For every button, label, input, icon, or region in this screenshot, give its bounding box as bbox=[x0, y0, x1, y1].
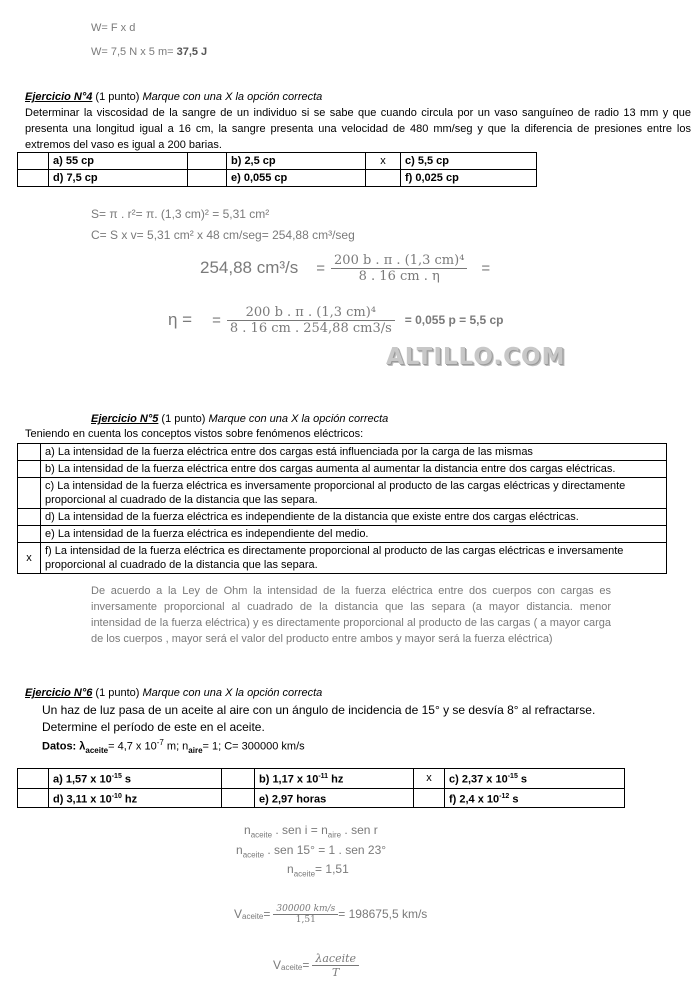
ex6-mark-f[interactable] bbox=[414, 788, 445, 808]
ex4-equation-1 bbox=[200, 246, 490, 290]
ex6-v2-numerator: λaceite bbox=[312, 952, 359, 966]
ex4-eq2-equals: = bbox=[212, 311, 221, 329]
ex5-mark-b[interactable] bbox=[18, 461, 41, 478]
ex6-option-c-base: c) 2,37 x 10 bbox=[449, 773, 508, 786]
ex6-v1-result: = 198675,5 km/s bbox=[338, 907, 428, 921]
ex5-option-row bbox=[18, 478, 667, 509]
work-result-line bbox=[91, 46, 207, 58]
ex6-snell1-end: . sen r bbox=[341, 823, 378, 837]
ex6-snell1-aire-sub: aire bbox=[327, 830, 342, 840]
ex6-option-b-unit: hz bbox=[328, 773, 344, 786]
ex5-option-row bbox=[18, 444, 667, 461]
work-result-value: 37,5 J bbox=[176, 46, 208, 58]
ex6-snell-law bbox=[244, 823, 378, 839]
ex4-eq1-fraction bbox=[331, 253, 467, 284]
ex4-mark-d[interactable] bbox=[18, 170, 49, 187]
ex6-lambda-unit: m; n bbox=[163, 740, 189, 753]
ex4-instruction: Marque con una X la opción correcta bbox=[142, 91, 323, 103]
ex4-option-c: c) 5,5 cp bbox=[401, 153, 537, 170]
ex6-mark-c[interactable]: x bbox=[414, 769, 445, 789]
ex6-v1-fraction bbox=[273, 904, 338, 925]
ex4-calc-area: S= π . r²= π. (1,3 cm)² = 5,31 cm² bbox=[91, 207, 270, 221]
ex6-snell1-n: n bbox=[244, 823, 251, 837]
ex6-statement: Un haz de luz pasa de un aceite al aire con un ángulo de incidencia de 15° y se desvía 8° al refractarse. Determine el período de este en el aceite. bbox=[42, 703, 596, 734]
ex6-v1-sub: aceite bbox=[242, 912, 264, 921]
ex4-eq2-result: = 0,055 p = 5,5 cp bbox=[404, 313, 504, 327]
ex4-eq2-fraction bbox=[227, 305, 395, 336]
ex5-mark-c[interactable] bbox=[18, 478, 41, 509]
ex4-title: Ejercicio N°4 bbox=[25, 91, 93, 103]
ex6-v1-equals: = bbox=[263, 907, 271, 921]
ex6-option-b-base: b) 1,17 x 10 bbox=[259, 773, 319, 786]
ex4-options-row bbox=[18, 170, 537, 187]
ex4-heading bbox=[25, 91, 322, 103]
ex5-option-row bbox=[18, 509, 667, 526]
ex6-option-f bbox=[445, 788, 625, 808]
work-result-prefix: W= 7,5 N x 5 m= bbox=[91, 46, 177, 58]
ex6-v1-symbol: V bbox=[234, 907, 243, 921]
ex5-option-b: b) La intensidad de la fuerza eléctrica entre dos cargas aumenta al aumentar la distancia entre dos cargas eléctricas. bbox=[41, 461, 667, 478]
ex6-mark-a[interactable] bbox=[18, 769, 49, 789]
ex6-option-b-exp: -11 bbox=[318, 773, 329, 780]
ex5-mark-f[interactable]: x bbox=[18, 543, 41, 574]
ex6-snell1-n-sub: aceite bbox=[250, 830, 273, 840]
ex6-mark-d[interactable] bbox=[18, 788, 49, 808]
ex6-options-table bbox=[17, 768, 625, 808]
ex4-mark-e[interactable] bbox=[188, 170, 227, 187]
ex6-datos-label: Datos: bbox=[42, 740, 80, 753]
ex5-mark-a[interactable] bbox=[18, 444, 41, 461]
ex6-option-a-exp: -15 bbox=[111, 773, 122, 780]
ex6-datos-rest: = 1; C= 300000 km/s bbox=[202, 740, 305, 753]
ex5-options-table bbox=[17, 443, 667, 574]
ex4-eq1-left: 254,88 cm³/s bbox=[200, 258, 299, 277]
ex6-option-d-unit: hz bbox=[121, 793, 138, 806]
ex4-option-d: d) 7,5 cp bbox=[49, 170, 188, 187]
ex5-title: Ejercicio N°5 bbox=[91, 413, 159, 425]
ex4-option-f: f) 0,025 cp bbox=[401, 170, 537, 187]
ex6-snell-substitution bbox=[236, 843, 386, 859]
altillo-watermark-logo: ALTILLO.COM bbox=[386, 344, 566, 370]
ex6-mark-b[interactable] bbox=[222, 769, 255, 789]
ex4-mark-f[interactable] bbox=[366, 170, 401, 187]
ex6-snell3-rest: = 1,51 bbox=[315, 862, 349, 876]
ex6-instruction: Marque con una X la opción correcta bbox=[142, 687, 323, 699]
ex6-option-d-exp: -10 bbox=[111, 792, 122, 800]
ex5-option-e: e) La intensidad de la fuerza eléctrica es independiente del medio. bbox=[41, 526, 667, 543]
ex6-snell3-n: n bbox=[287, 862, 294, 876]
ex6-lambda-symbol: λ bbox=[79, 740, 86, 753]
ex5-explanation: De acuerdo a la Ley de Ohm la intensidad de la fuerza eléctrica entre dos cuerpos con cargas es inversamente proporcional al cuadrado de la distancia que las separa (a mayor distancia. menor intensidad de la fuerza eléctrica) y es directamente proporcional al producto de las cargas ( a mayor carga de los cuerpos , mayor será el valor del producto entre ambos y mayor será la fuerza eléctrica) bbox=[91, 585, 611, 645]
ex6-option-b bbox=[255, 769, 414, 789]
ex5-option-row bbox=[18, 526, 667, 543]
ex6-option-d bbox=[49, 788, 222, 808]
ex6-option-f-base: f) 2,4 x 10 bbox=[449, 793, 500, 806]
ex5-instruction: Marque con una X la opción correcta bbox=[208, 413, 389, 425]
ex4-mark-a[interactable] bbox=[18, 153, 49, 170]
ex6-mark-e[interactable] bbox=[222, 788, 255, 808]
ex4-eq1-denominator: 8 . 16 cm . η bbox=[358, 268, 440, 284]
ex4-eq1-tail: = bbox=[481, 259, 491, 277]
ex4-option-a: a) 55 cp bbox=[49, 153, 188, 170]
ex6-points: (1 punto) bbox=[92, 687, 143, 699]
ex6-options-row bbox=[18, 769, 625, 789]
ex6-option-c-unit: s bbox=[517, 773, 528, 786]
ex6-snell3-n-sub: aceite bbox=[293, 869, 316, 879]
ex6-option-e-base: e) 2,97 horas bbox=[259, 793, 327, 806]
ex4-statement: Determinar la viscosidad de la sangre de un individuo si se sabe que cuando circula por un vaso sanguíneo de radio 13 mm y que presenta una longitud igual a 16 cm, la sangre presenta una velocidad de 480 mm/seg y que la diferencia de presiones entre los extremos del vaso es igual a 200 barias. bbox=[25, 107, 691, 151]
ex6-v2-equals: = bbox=[302, 958, 310, 972]
ex5-option-d: d) La intensidad de la fuerza eléctrica es independiente de la distancia que existe entre dos cargas eléctricas. bbox=[41, 509, 667, 526]
ex6-n-subscript: aire bbox=[188, 745, 203, 755]
ex4-mark-c[interactable]: x bbox=[366, 153, 401, 170]
ex4-mark-b[interactable] bbox=[188, 153, 227, 170]
ex5-option-row bbox=[18, 543, 667, 574]
ex6-option-a-base: a) 1,57 x 10 bbox=[53, 773, 112, 786]
ex4-option-e: e) 0,055 cp bbox=[227, 170, 366, 187]
ex6-option-d-base: d) 3,11 x 10 bbox=[53, 793, 112, 806]
ex5-intro: Teniendo en cuenta los conceptos vistos sobre fenómenos eléctricos: bbox=[25, 428, 364, 440]
work-formula: W= F x d bbox=[91, 22, 136, 34]
ex4-equation-2 bbox=[168, 298, 504, 342]
ex4-eq2-left: η = bbox=[168, 310, 193, 329]
ex5-heading bbox=[91, 413, 388, 425]
ex6-velocity-wavelength bbox=[273, 948, 359, 982]
ex6-snell2-n: n bbox=[236, 843, 243, 857]
ex6-option-f-exp: -12 bbox=[499, 792, 510, 800]
ex4-eq2-denominator: 8 . 16 cm . 254,88 cm3/s bbox=[229, 320, 392, 336]
ex4-calc-flow: C= S x v= 5,31 cm² x 48 cm/seg= 254,88 cm³/seg bbox=[91, 228, 355, 242]
ex6-v2-fraction bbox=[312, 952, 359, 979]
ex4-eq1-equals: = bbox=[316, 259, 326, 277]
ex6-option-a-unit: s bbox=[121, 773, 132, 786]
ex4-options-table bbox=[17, 152, 537, 187]
ex6-v2-symbol: V bbox=[273, 958, 282, 972]
ex6-snell1-mid: . sen i = n bbox=[272, 823, 328, 837]
ex6-option-c-exp: -15 bbox=[507, 773, 518, 780]
ex4-eq1-numerator: 200 b . π . (1,3 cm)⁴ bbox=[331, 253, 467, 269]
ex6-lambda-exponent: -7 bbox=[156, 738, 164, 747]
ex5-mark-d[interactable] bbox=[18, 509, 41, 526]
ex4-points: (1 punto) bbox=[92, 91, 143, 103]
ex6-options-row bbox=[18, 788, 625, 808]
ex6-lambda-subscript: aceite bbox=[85, 745, 109, 755]
ex6-velocity-calc bbox=[234, 897, 427, 931]
ex5-option-a: a) La intensidad de la fuerza eléctrica entre dos cargas está influenciada por la carga de las mismas bbox=[41, 444, 667, 461]
ex5-option-f: f) La intensidad de la fuerza eléctrica es directamente proporcional al producto de las cargas eléctricas e inversamente proporcional al cuadrado de la distancia que las separa. bbox=[41, 543, 667, 574]
ex6-option-a bbox=[49, 769, 222, 789]
ex6-heading bbox=[25, 687, 322, 699]
ex6-option-e bbox=[255, 788, 414, 808]
ex6-title: Ejercicio N°6 bbox=[25, 687, 93, 699]
ex6-v2-denominator: T bbox=[332, 965, 340, 979]
ex5-points: (1 punto) bbox=[158, 413, 209, 425]
ex5-mark-e[interactable] bbox=[18, 526, 41, 543]
ex6-v1-numerator: 300000 km/s bbox=[273, 904, 338, 915]
ex6-snell2-rest: . sen 15° = 1 . sen 23° bbox=[264, 843, 387, 857]
ex4-option-b: b) 2,5 cp bbox=[227, 153, 366, 170]
ex5-option-row bbox=[18, 461, 667, 478]
ex4-options-row bbox=[18, 153, 537, 170]
ex6-option-c bbox=[445, 769, 625, 789]
ex6-v1-denominator: 1,51 bbox=[295, 914, 316, 925]
ex4-eq2-numerator: 200 b . π . (1,3 cm)⁴ bbox=[227, 305, 395, 321]
ex6-snell2-n-sub: aceite bbox=[242, 850, 265, 860]
ex5-option-c: c) La intensidad de la fuerza eléctrica es inversamente proporcional al producto de las cargas eléctricas y directamente proporcional al cuadrado de la distancia que las separa. bbox=[41, 478, 667, 509]
ex6-v2-sub: aceite bbox=[281, 963, 303, 972]
ex6-option-f-unit: s bbox=[509, 793, 519, 806]
ex6-datos bbox=[42, 738, 305, 755]
ex6-snell-result bbox=[287, 862, 349, 878]
ex6-lambda-value: = 4,7 x 10 bbox=[108, 740, 157, 753]
